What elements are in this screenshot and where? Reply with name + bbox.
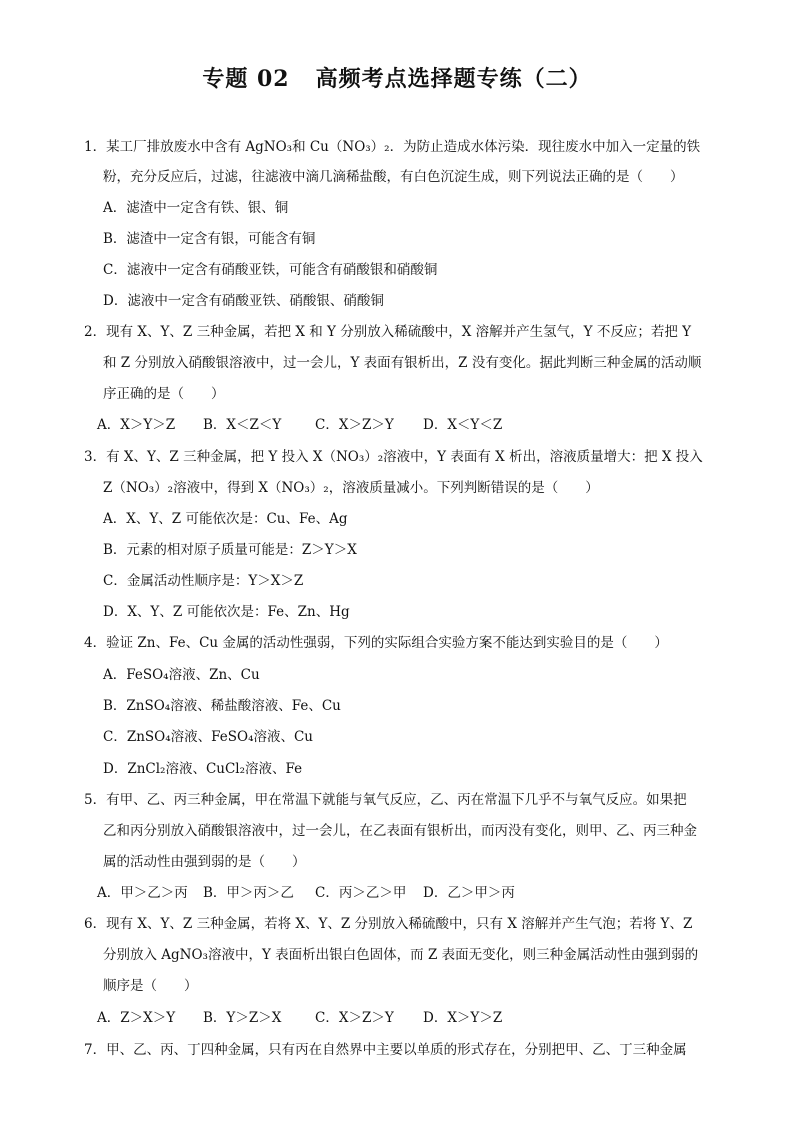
question-3-option-a: A．X、Y、Z 可能依次是：Cu、Fe、Ag bbox=[103, 511, 348, 527]
question-3-option-b: B．元素的相对原子质量可能是：Z＞Y＞X bbox=[103, 542, 357, 558]
title-prefix: 专题 02 bbox=[202, 66, 290, 92]
question-2-line-2: 和 Z 分别放入硝酸银溶液中，过一会儿，Y 表面有银析出，Z 没有变化。据此判断三种金属的活动顺 bbox=[103, 355, 702, 371]
question-5-option-c: C．丙＞乙＞甲 bbox=[315, 885, 407, 901]
question-2-option-b: B．X＜Z＜Y bbox=[203, 417, 282, 433]
question-5-line-1: 5．有甲、乙、丙三种金属，甲在常温下就能与氧气反应，乙、丙在常温下几乎不与氧气反应。如果把 bbox=[84, 792, 687, 808]
question-1-option-a: A．滤渣中一定含有铁、银、铜 bbox=[103, 200, 289, 216]
question-3-line-1: 3．有 X、Y、Z 三种金属，把 Y 投入 X（NO₃）₂溶液中，Y 表面有 X 析出，溶液质量增大：把 X 投入 bbox=[84, 449, 703, 465]
question-6-line-1: 6．现有 X、Y、Z 三种金属，若将 X、Y、Z 分别放入稀硫酸中，只有 X 溶解并产生气泡；若将 Y、Z bbox=[84, 916, 693, 932]
question-7-line-1: 7．甲、乙、丙、丁四种金属，只有丙在自然界中主要以单质的形式存在，分别把甲、乙、丁三种金属 bbox=[84, 1042, 687, 1058]
question-1-option-c: C．滤液中一定含有硝酸亚铁，可能含有硝酸银和硝酸铜 bbox=[103, 262, 438, 278]
question-5-line-2: 乙和丙分别放入硝酸银溶液中，过一会儿，在乙表面有银析出，而丙没有变化，则甲、乙、丙三种金 bbox=[103, 823, 697, 839]
question-6-option-b: B．Y＞Z＞X bbox=[203, 1010, 282, 1026]
question-1-option-b: B．滤渣中一定含有银，可能含有铜 bbox=[103, 231, 316, 247]
question-5-option-d: D．乙＞甲＞丙 bbox=[423, 885, 515, 901]
question-3-option-d: D．X、Y、Z 可能依次是：Fe、Zn、Hg bbox=[103, 604, 350, 620]
question-5-option-a: A．甲＞乙＞丙 bbox=[97, 885, 188, 901]
question-2-option-c: C．X＞Z＞Y bbox=[315, 417, 394, 433]
title-main: 高频考点选择题专练（二） bbox=[315, 66, 592, 92]
page-title bbox=[0, 62, 794, 93]
question-1-line-2: 粉，充分反应后，过滤，往滤液中滴几滴稀盐酸，有白色沉淀生成，则下列说法正确的是（ ） bbox=[103, 169, 684, 185]
question-2-option-d: D．X＜Y＜Z bbox=[423, 417, 503, 433]
question-6-option-c: C．X＞Z＞Y bbox=[315, 1010, 394, 1026]
question-6-line-2: 分别放入 AgNO₃溶液中，Y 表面析出银白色固体，而 Z 表面无变化，则三种金属活动性由强到弱的 bbox=[103, 947, 699, 963]
question-2-line-1: 2．现有 X、Y、Z 三种金属，若把 X 和 Y 分别放入稀硫酸中，X 溶解并产生氢气，Y 不反应；若把 Y bbox=[84, 324, 692, 340]
question-3-option-c: C．金属活动性顺序是：Y＞X＞Z bbox=[103, 573, 304, 589]
question-6-line-3: 顺序是（ ） bbox=[103, 978, 198, 994]
question-5-line-3: 属的活动性由强到弱的是（ ） bbox=[103, 854, 306, 870]
question-2-option-a: A．X＞Y＞Z bbox=[97, 417, 176, 433]
question-5-option-b: B．甲＞丙＞乙 bbox=[203, 885, 294, 901]
question-6-option-d: D．X＞Y＞Z bbox=[423, 1010, 503, 1026]
question-1-line-1: 1．某工厂排放废水中含有 AgNO₃和 Cu（NO₃）₂．为防止造成水体污染．现往废水中加入一定量的铁 bbox=[84, 139, 701, 155]
question-4-option-d: D．ZnCl₂溶液、CuCl₂溶液、Fe bbox=[103, 761, 303, 777]
question-4-option-b: B．ZnSO₄溶液、稀盐酸溶液、Fe、Cu bbox=[103, 698, 341, 714]
question-4-line-1: 4．验证 Zn、Fe、Cu 金属的活动性强弱，下列的实际组合实验方案不能达到实验目的是（ ） bbox=[84, 635, 668, 651]
question-3-line-2: Z（NO₃）₂溶液中，得到 X（NO₃）₂，溶液质量减小。下列判断错误的是（ ） bbox=[103, 480, 599, 496]
question-4-option-a: A．FeSO₄溶液、Zn、Cu bbox=[103, 667, 260, 683]
question-6-option-a: A．Z＞X＞Y bbox=[97, 1010, 176, 1026]
question-2-line-3: 序正确的是（ ） bbox=[103, 386, 225, 402]
question-4-option-c: C．ZnSO₄溶液、FeSO₄溶液、Cu bbox=[103, 729, 314, 745]
question-1-option-d: D．滤液中一定含有硝酸亚铁、硝酸银、硝酸铜 bbox=[103, 293, 384, 309]
